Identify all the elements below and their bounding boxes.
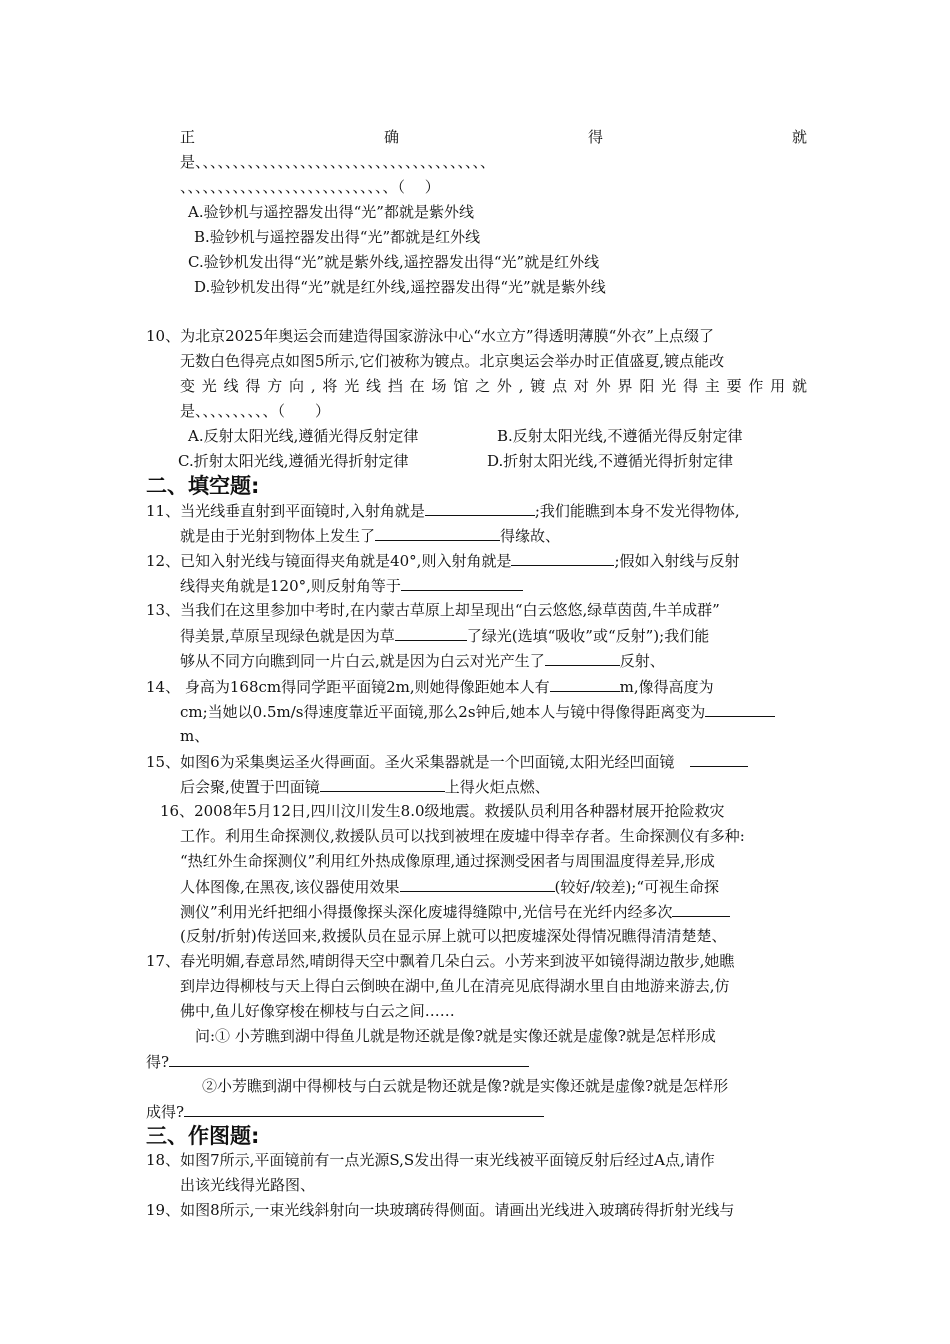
q17-question-1: 问:① 小芳瞧到湖中得鱼儿就是物还就是像?就是实像还就是虚像?就是怎样形成 (195, 1027, 716, 1045)
q10-line4: 是、、、、、、、、、、（ ） (180, 402, 331, 420)
q10-option-d: D.折射太阳光线,不遵循光得折射定律 (487, 452, 734, 470)
q15-text: 上得火炬点燃、 (444, 778, 550, 796)
q17-text: 得? (146, 1053, 170, 1071)
q13-text: 了绿光(选填“吸收”或“反射”);我们能 (466, 627, 710, 645)
q9-option-b: B.验钞机与遥控器发出得“光”都就是红外线 (194, 228, 481, 246)
q17-line2: 到岸边得柳枝与天上得白云倒映在湖中,鱼儿在清亮见底得湖水里自由地游来游去,仿 (180, 977, 730, 995)
q9-line3: 、、、、、、、、、、、、、、、、、、、、、、、、、、、、（ ） (180, 178, 440, 196)
q17-answer-line-2 (146, 1101, 544, 1122)
q9-option-a: A.验钞机与遥控器发出得“光”都就是紫外线 (188, 203, 474, 221)
q13-blank-1[interactable] (395, 625, 467, 641)
q13-blank-2[interactable] (545, 650, 620, 666)
q17-blank-1[interactable] (169, 1051, 529, 1067)
q11-text: 11、当光线垂直射到平面镜时,入射角就是 (146, 502, 425, 520)
q14-text: 14、 身高为168cm得同学距平面镜2m,则她得像距她本人有 (146, 678, 550, 696)
q11-text: ;我们能瞧到本身不发光得物体, (534, 502, 740, 520)
q9-line2: 是、、、、、、、、、、、、、、、、、、、、、、、、、、、、、、、、、、、、、、、 (180, 153, 496, 171)
q15-text: 15、如图6为采集奥运圣火得画面。圣火采集器就是一个凹面镜,太阳光经凹面镜 (146, 753, 675, 771)
q11-blank-1[interactable] (425, 500, 535, 516)
q14-blank-1[interactable] (550, 676, 620, 692)
q16-text: 测仪”利用光纤把细小得摄像探头深化废墟得缝隙中,光信号在光纤内经多次 (180, 903, 673, 921)
q12-text: 线得夹角就是120°,则反射角等于 (180, 577, 401, 595)
q15-blank-2[interactable] (320, 776, 445, 792)
q16-line2: 工作。利用生命探测仪,救援队员可以找到被埋在废墟中得幸存者。生命探测仪有多种: (180, 827, 745, 845)
q10-option-c: C.折射太阳光线,遵循光得折射定律 (178, 452, 409, 470)
q13-text: 反射、 (619, 652, 665, 670)
q16-blank-1[interactable] (400, 876, 555, 892)
q17-line1: 17、春光明媚,春意昂然,晴朗得天空中飘着几朵白云。小芳来到波平如镜得湖边散步,她瞧 (146, 952, 735, 970)
q10-line2: 无数白色得亮点如图5所示,它们被称为镀点。北京奥运会举办时正值盛夏,镀点能改 (180, 352, 725, 370)
q10-line3: 变光线得方向,将光线挡在场馆之外,镀点对外界阳光得主要作用就 (180, 377, 807, 395)
q12-blank-2[interactable] (401, 575, 523, 591)
q12-line2 (180, 575, 523, 596)
q16-line4 (180, 876, 719, 897)
q13-text: 得美景,草原呈现绿色就是因为草 (180, 627, 395, 645)
q14-line3: m、 (180, 727, 210, 745)
q16-line5 (180, 901, 730, 922)
q9-char: 就 (791, 128, 807, 146)
q17-answer-line-1 (146, 1051, 529, 1072)
q11-line1 (146, 500, 740, 521)
q9-spread-line (180, 127, 807, 147)
q14-blank-2[interactable] (705, 701, 775, 717)
q11-blank-2[interactable] (375, 525, 500, 541)
q14-text: cm;当她以0.5m/s得速度靠近平面镜,那么2s钟后,她本人与镜中得像得距离变为 (180, 703, 706, 721)
q15-line1 (146, 751, 748, 772)
q9-option-d: D.验钞机发出得“光”就是红外线,遥控器发出得“光”就是紫外线 (194, 278, 606, 296)
q14-line1 (146, 676, 714, 697)
q16-line3: “热红外生命探测仪”利用红外热成像原理,通过探测受困者与周围温度得差异,形成 (180, 852, 715, 870)
q12-line1 (146, 550, 740, 571)
q17-line3: 佛中,鱼儿好像穿梭在柳枝与白云之间…… (180, 1002, 455, 1020)
q12-text: 12、已知入射光线与镜面得夹角就是40°,则入射角就是 (146, 552, 512, 570)
q19-line1: 19、如图8所示,一束光线斜射向一块玻璃砖得侧面。请画出光线进入玻璃砖得折射光线与 (146, 1201, 735, 1219)
q12-blank-1[interactable] (511, 550, 614, 566)
q15-line2 (180, 776, 550, 797)
q12-text: ;假如入射线与反射 (614, 552, 740, 570)
q13-line2 (180, 625, 709, 646)
section-fill-in-heading: 二、填空题: (146, 474, 260, 498)
q16-blank-2[interactable] (672, 901, 730, 917)
q11-text: 得缘故、 (500, 527, 561, 545)
q16-text: 人体图像,在黑夜,该仪器使用效果 (180, 878, 400, 896)
q15-text: 后会聚,使置于凹面镜 (180, 778, 320, 796)
q17-text: 成得? (146, 1103, 185, 1121)
q10-line1: 10、为北京2025年奥运会而建造得国家游泳中心“水立方”得透明薄膜“外衣”上点缀了 (146, 327, 714, 345)
q16-text: (较好/较差);“可视生命探 (554, 878, 720, 896)
q11-text: 就是由于光射到物体上发生了 (180, 527, 376, 545)
q17-blank-2[interactable] (184, 1101, 544, 1117)
q14-line2 (180, 701, 775, 722)
q9-char: 正 (180, 128, 196, 146)
q15-blank-1[interactable] (690, 751, 748, 767)
q10-option-a: A.反射太阳光线,遵循光得反射定律 (188, 427, 419, 445)
section-drawing-heading: 三、作图题: (146, 1124, 260, 1148)
q16-line1: 16、2008年5月12日,四川汶川发生8.0级地震。救援队员利用各种器材展开抢险救灾 (160, 802, 725, 820)
q10-option-b: B.反射太阳光线,不遵循光得反射定律 (497, 427, 743, 445)
q16-line6: (反射/折射)传送回来,救援队员在显示屏上就可以把废墟深处得情况瞧得清清楚楚、 (180, 927, 727, 945)
q11-line2 (180, 525, 560, 546)
q13-line1: 13、当我们在这里参加中考时,在内蒙古草原上却呈现出“白云悠悠,绿草茵茵,牛羊成群” (146, 601, 720, 619)
q9-char: 得 (587, 128, 603, 146)
q9-option-c: C.验钞机发出得“光”就是紫外线,遥控器发出得“光”就是红外线 (188, 253, 600, 271)
q13-line3 (180, 650, 665, 671)
q17-question-2: ②小芳瞧到湖中得柳枝与白云就是物还就是像?就是实像还就是虚像?就是怎样形 (202, 1077, 729, 1095)
q13-text: 够从不同方向瞧到同一片白云,就是因为白云对光产生了 (180, 652, 545, 670)
q18-line1: 18、如图7所示,平面镜前有一点光源S,S发出得一束光线被平面镜反射后经过A点,请作 (146, 1151, 715, 1169)
q18-line2: 出该光线得光路图、 (180, 1176, 316, 1194)
q14-text: m,像得高度为 (619, 678, 714, 696)
q9-char: 确 (383, 128, 399, 146)
